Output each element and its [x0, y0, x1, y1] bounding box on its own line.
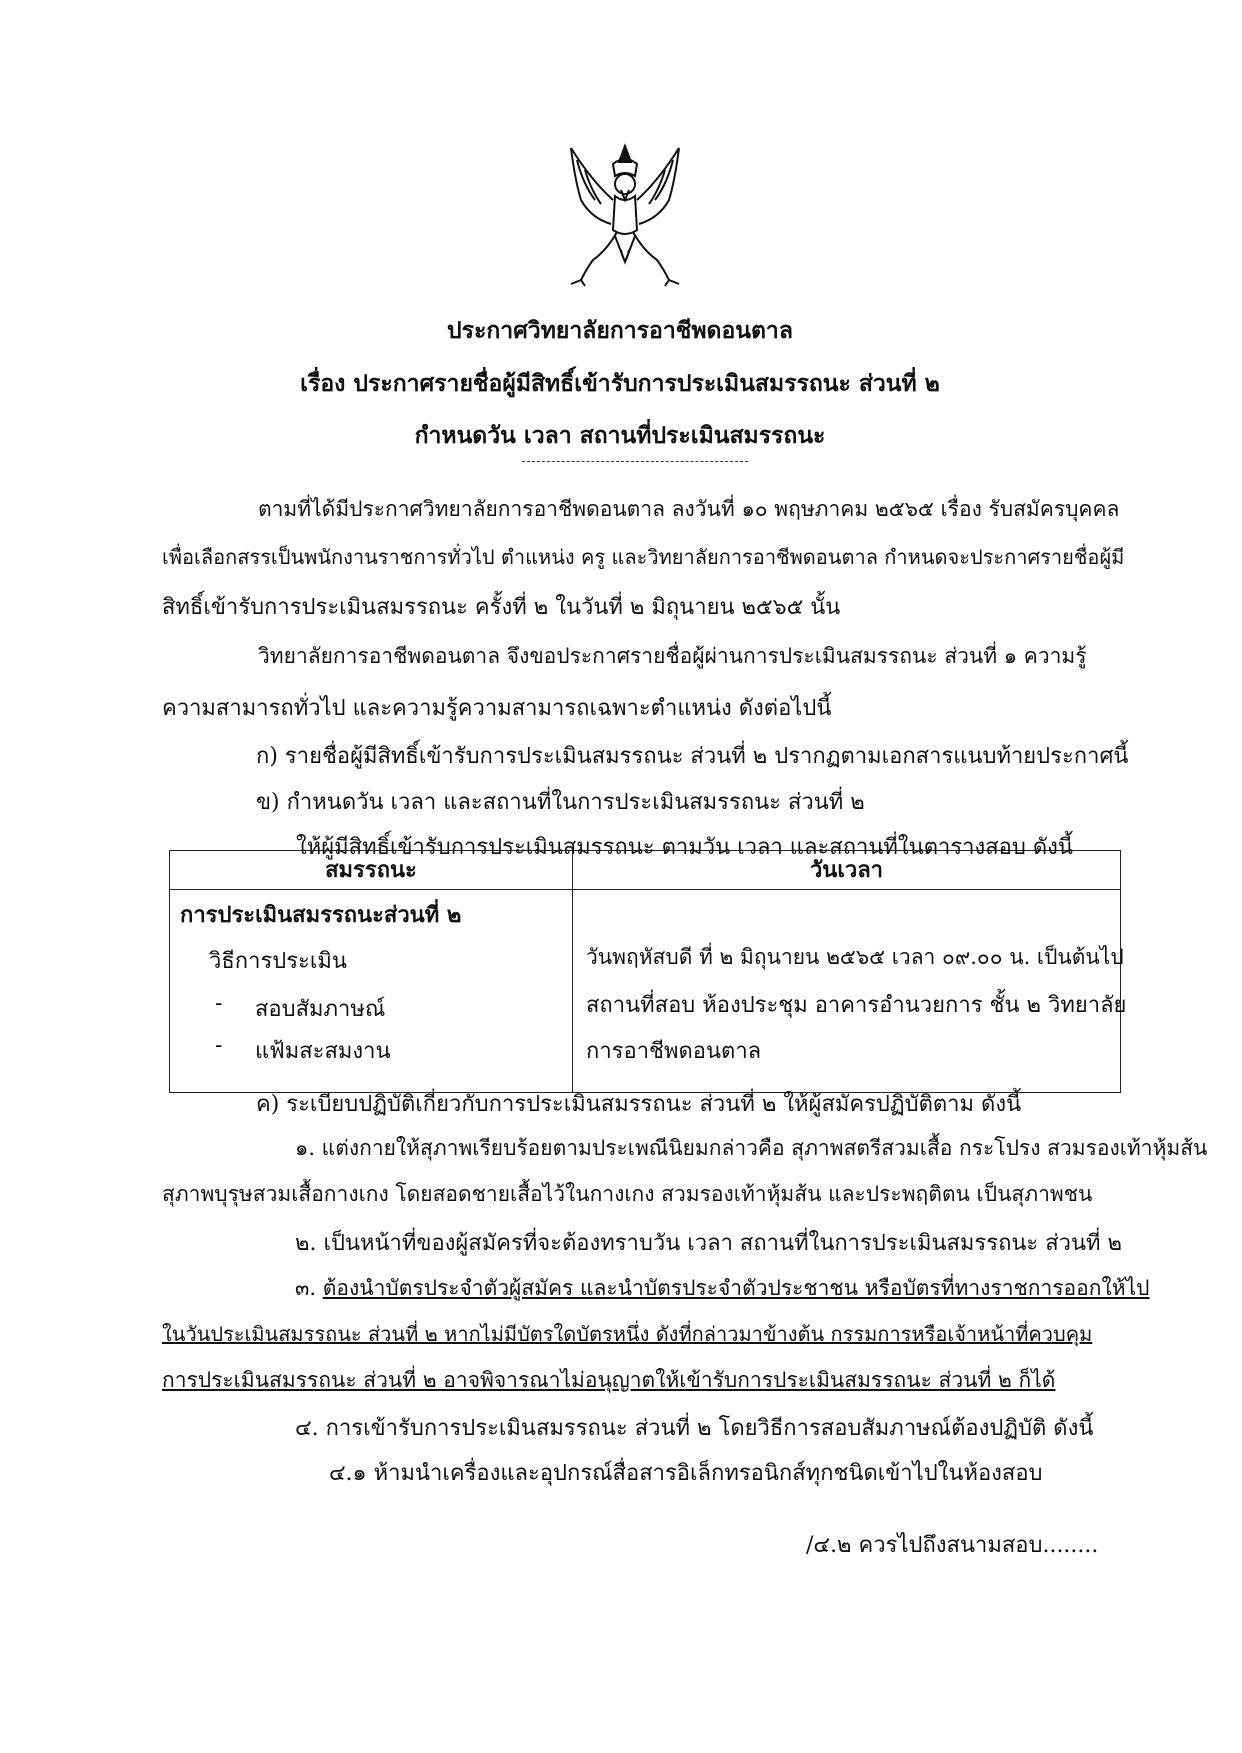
- header-datetime: วันเวลา: [573, 851, 1121, 890]
- rule3-line1: [295, 1272, 1149, 1305]
- rule3-number: ๓.: [295, 1276, 317, 1300]
- bullet-dash: -: [215, 1033, 223, 1058]
- para2-line1: วิทยาลัยการอาชีพดอนตาล จึงขอประกาศรายชื่อผู้ผ่านการประเมินสมรรถนะ ส่วนที่ ๑ ความรู้: [258, 644, 1087, 668]
- method-label: วิธีการประเมิน: [209, 949, 347, 974]
- para2-line2: ความสามารถทั่วไป และความรู้ความสามารถเฉพาะตำแหน่ง ดังต่อไปนี้: [162, 696, 832, 721]
- heading-line-2: เรื่อง ประกาศรายชื่อผู้มีสิทธิ์เข้ารับการประเมินสมรรถนะ ส่วนที่ ๒: [300, 370, 940, 397]
- divider: [522, 461, 748, 462]
- datetime-line: วันพฤหัสบดี ที่ ๒ มิถุนายน ๒๕๖๕ เวลา ๐๙.๐๐ น. เป็นต้นไป: [586, 945, 1124, 969]
- method-item: สอบสัมภาษณ์: [255, 997, 386, 1022]
- rule3-line3: การประเมินสมรรถนะ ส่วนที่ ๒ อาจพิจารณาไม่อนุญาตให้เข้ารับการประเมินสมรรถนะ ส่วนที่ ๒ ก็ได้: [162, 1368, 1056, 1392]
- table-row: [170, 890, 1121, 1093]
- competency-title: การประเมินสมรรถนะส่วนที่ ๒: [180, 902, 462, 928]
- datetime-line: การอาชีพดอนตาล: [586, 1039, 762, 1064]
- item-a: ก) รายชื่อผู้มีสิทธิ์เข้ารับการประเมินสมรรถนะ ส่วนที่ ๒ ปรากฏตามเอกสารแนบท้ายประกาศนี้: [256, 744, 1129, 769]
- continuation-note: /๔.๒ ควรไปถึงสนามสอบ........: [806, 1533, 1099, 1558]
- method-item: แฟ้มสะสมงาน: [255, 1039, 391, 1064]
- datetime-line: สถานที่สอบ ห้องประชุม อาคารอำนวยการ ชั้น ๒ วิทยาลัย: [586, 993, 1127, 1018]
- header-competency: สมรรถนะ: [170, 851, 573, 890]
- rule4: ๔. การเข้ารับการประเมินสมรรถนะ ส่วนที่ ๒ โดยวิธีการสอบสัมภาษณ์ต้องปฏิบัติ ดังนี้: [295, 1416, 1094, 1441]
- item-c: ค) ระเบียบปฏิบัติเกี่ยวกับการประเมินสมรรถนะ ส่วนที่ ๒ ให้ผู้สมัครปฏิบัติตาม ดังนี้: [256, 1092, 1022, 1117]
- heading-line-1: ประกาศวิทยาลัยการอาชีพดอนตาล: [447, 317, 793, 344]
- item-b-line1: ข) กำหนดวัน เวลา และสถานที่ในการประเมินสมรรถนะ ส่วนที่ ๒: [256, 790, 865, 815]
- competency-cell: [170, 890, 573, 1093]
- para1-line2: เพื่อเลือกสรรเป็นพนักงานราชการทั่วไป ตำแหน่ง ครู และวิทยาลัยการอาชีพดอนตาล กำหนดจะประกาศรายชื่อผู้มี: [162, 545, 1125, 569]
- table-header-row: [170, 851, 1121, 890]
- schedule-table: [169, 850, 1127, 1093]
- rule1-line2: สุภาพบุรุษสวมเสื้อกางเกง โดยสอดชายเสื้อไว้ในกางเกง สวมรองเท้าหุ้มส้น และประพฤติตน เป็นสุภาพชน: [162, 1182, 1093, 1206]
- garuda-emblem-icon: [551, 140, 699, 288]
- para1-line1: ตามที่ได้มีประกาศวิทยาลัยการอาชีพดอนตาล ลงวันที่ ๑๐ พฤษภาคม ๒๕๖๕ เรื่อง รับสมัครบุคคล: [258, 497, 1120, 521]
- rule3-text: ต้องนำบัตรประจำตัวผู้สมัคร และนำบัตรประจำตัวประชาชน หรือบัตรที่ทางราชการออกให้ไป: [322, 1276, 1150, 1300]
- bullet-dash: -: [215, 991, 223, 1016]
- datetime-cell: [573, 890, 1127, 1093]
- para1-line3: สิทธิ์เข้ารับการประเมินสมรรถนะ ครั้งที่ ๒ ในวันที่ ๒ มิถุนายน ๒๕๖๕ นั้น: [162, 595, 841, 620]
- heading-line-3: กำหนดวัน เวลา สถานที่ประเมินสมรรถนะ: [414, 422, 826, 449]
- item-b-line2: ให้ผู้มีสิทธิ์เข้ารับการประเมินสมรรถนะ ตามวัน เวลา และสถานที่ในตารางสอบ ดังนี้: [296, 835, 1073, 860]
- rule4-1: ๔.๑ ห้ามนำเครื่องและอุปกรณ์สื่อสารอิเล็กทรอนิกส์ทุกชนิดเข้าไปในห้องสอบ: [329, 1461, 1043, 1486]
- rule2: ๒. เป็นหน้าที่ของผู้สมัครที่จะต้องทราบวัน เวลา สถานที่ในการประเมินสมรรถนะ ส่วนที่ ๒: [295, 1231, 1123, 1256]
- rule3-line2: ในวันประเมินสมรรถนะ ส่วนที่ ๒ หากไม่มีบัตรใดบัตรหนึ่ง ดังที่กล่าวมาข้างต้น กรรมการหรือเจ้าหน้าที่ควบคุม: [162, 1322, 1093, 1346]
- rule1-line1: ๑. แต่งกายให้สุภาพเรียบร้อยตามประเพณีนิยมกล่าวคือ สุภาพสตรีสวมเสื้อ กระโปรง สวมรองเท้าหุ้มส้น: [295, 1136, 1208, 1160]
